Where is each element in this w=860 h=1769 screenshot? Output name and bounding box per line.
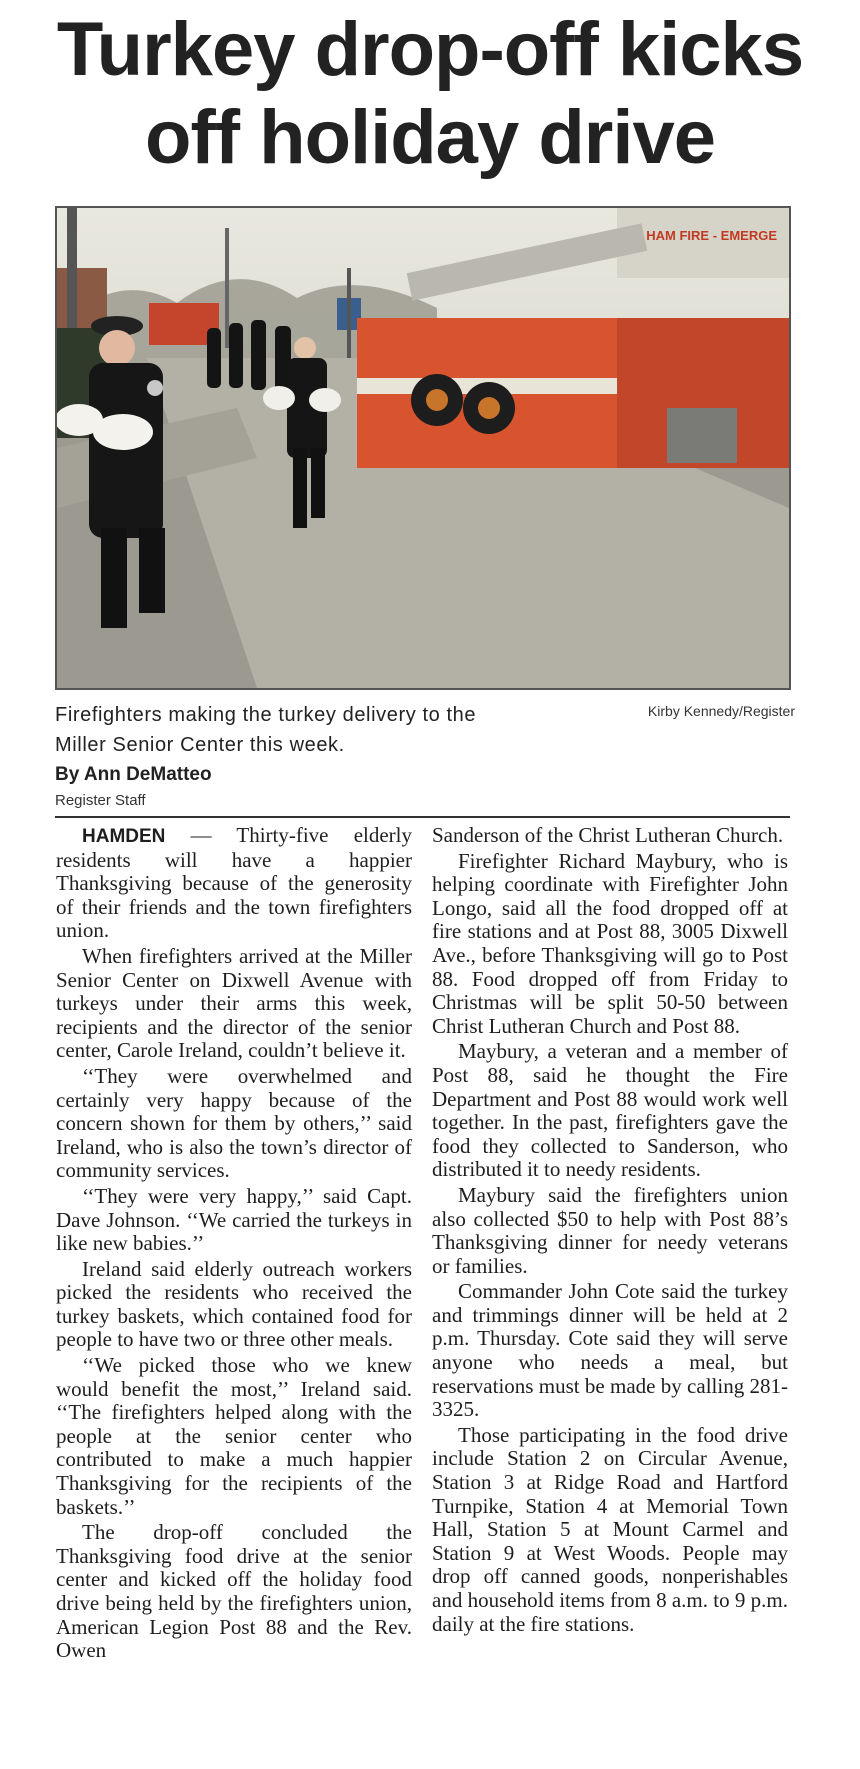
article-paragraph-continued: Sanderson of the Christ Lutheran Church. — [432, 823, 784, 847]
article-paragraph: Firefighter Richard Maybury, who is helping coordinate with Firefighter John Longo, said all the food dropped off at fire stations and at Post 88, 3005 Dixwell Ave., before Thanksgiving will go to Post 88. Food dropped off from Friday to Christmas will be split 50-50 between Christ Lutheran Church and Post 88. — [432, 848, 788, 1038]
photo-caption-line-1: Firefighters making the turkey delivery to the — [55, 704, 477, 726]
article-paragraph: The drop-off concluded the Thanksgiving food drive at the senior center and kicked off the holiday food drive being held by the firefighters union, American Legion Post 88 and the Rev. Owen — [56, 1520, 412, 1663]
article-paragraph: Those participating in the food drive include Station 2 on Circular Avenue, Station 3 at Ridge Road and Hartford Turnpike, Station 4 at Memorial Town Hall, Station 5 at Mount Carmel and Station 9 at West Woods. People may drop off canned goods, nonperishables and household items from 8 a.m. to 9 p.m. daily at the fire stations. — [432, 1422, 788, 1636]
photo-credit: Kirby Kennedy/Register — [647, 703, 795, 719]
article-paragraph: Commander John Cote said the turkey and trimmings dinner will be held at 2 p.m. Thursday. Cote said they will serve anyone who needs a meal, but reservations must be made by calling 281-3325. — [432, 1279, 788, 1422]
article-paragraph: ‘‘We picked those who we knew would benefit the most,’’ Ireland said. ‘‘The firefighters helped along with the people at the senior center who contributed to make a much happier Thanksgiving for the recipients of the baskets.’’ — [56, 1353, 412, 1519]
headline — [0, 6, 860, 182]
article-paragraph: ‘‘They were very happy,’’ said Capt. Dave Johnson. ‘‘We carried the turkeys in like new babies.’’ — [56, 1183, 412, 1256]
article-paragraph: When firefighters arrived at the Miller Senior Center on Dixwell Avenue with turkeys under their arms this week, recipients and the director of the senior center, Carole Ireland, couldn’t believe it. — [56, 943, 412, 1063]
truck-lettering: HAM FIRE - EMERGE — [646, 228, 777, 243]
article-paragraph: Maybury said the firefighters union also collected $50 to help with Post 88’s Thanksgiving dinner for needy veterans or families. — [432, 1182, 788, 1278]
article-paragraph: Maybury, a veteran and a member of Post 88, said he thought the Fire Department and Post 88 would work well together. In the past, firefighters gave the food they collected to Sanderson, who distributed it to needy residents. — [432, 1039, 788, 1182]
photo-caption-line-2: Miller Senior Center this week. — [55, 734, 345, 756]
news-photo — [55, 206, 791, 690]
article-paragraph-text: — Thirty-five elderly residents will have a happier Thanksgiving because of the generosity of their friends and the town firefighters union. — [56, 823, 412, 943]
article-paragraph: ‘‘They were overwhelmed and certainly very happy because of the concern shown for them by others,’’ said Ireland, who is also the town’s director of community services. — [56, 1063, 412, 1183]
article-paragraph — [56, 824, 412, 943]
headline-line-1: Turkey drop-off kicks — [56, 7, 804, 92]
photo-caption — [55, 700, 575, 760]
article-column-left — [56, 824, 412, 1665]
dateline: HAMDEN — [82, 826, 166, 847]
article-paragraph: Ireland said elderly outreach workers picked the residents who received the turkey baskets, which contained food for people to have two or three other meals. — [56, 1256, 412, 1352]
headline-line-2: off holiday drive — [145, 95, 715, 180]
byline: By Ann DeMatteo — [55, 764, 212, 785]
byline-affiliation: Register Staff — [55, 792, 146, 809]
firefighters-photo-illustration — [57, 208, 789, 688]
byline-divider — [55, 816, 790, 818]
article-column-right — [432, 824, 788, 1638]
